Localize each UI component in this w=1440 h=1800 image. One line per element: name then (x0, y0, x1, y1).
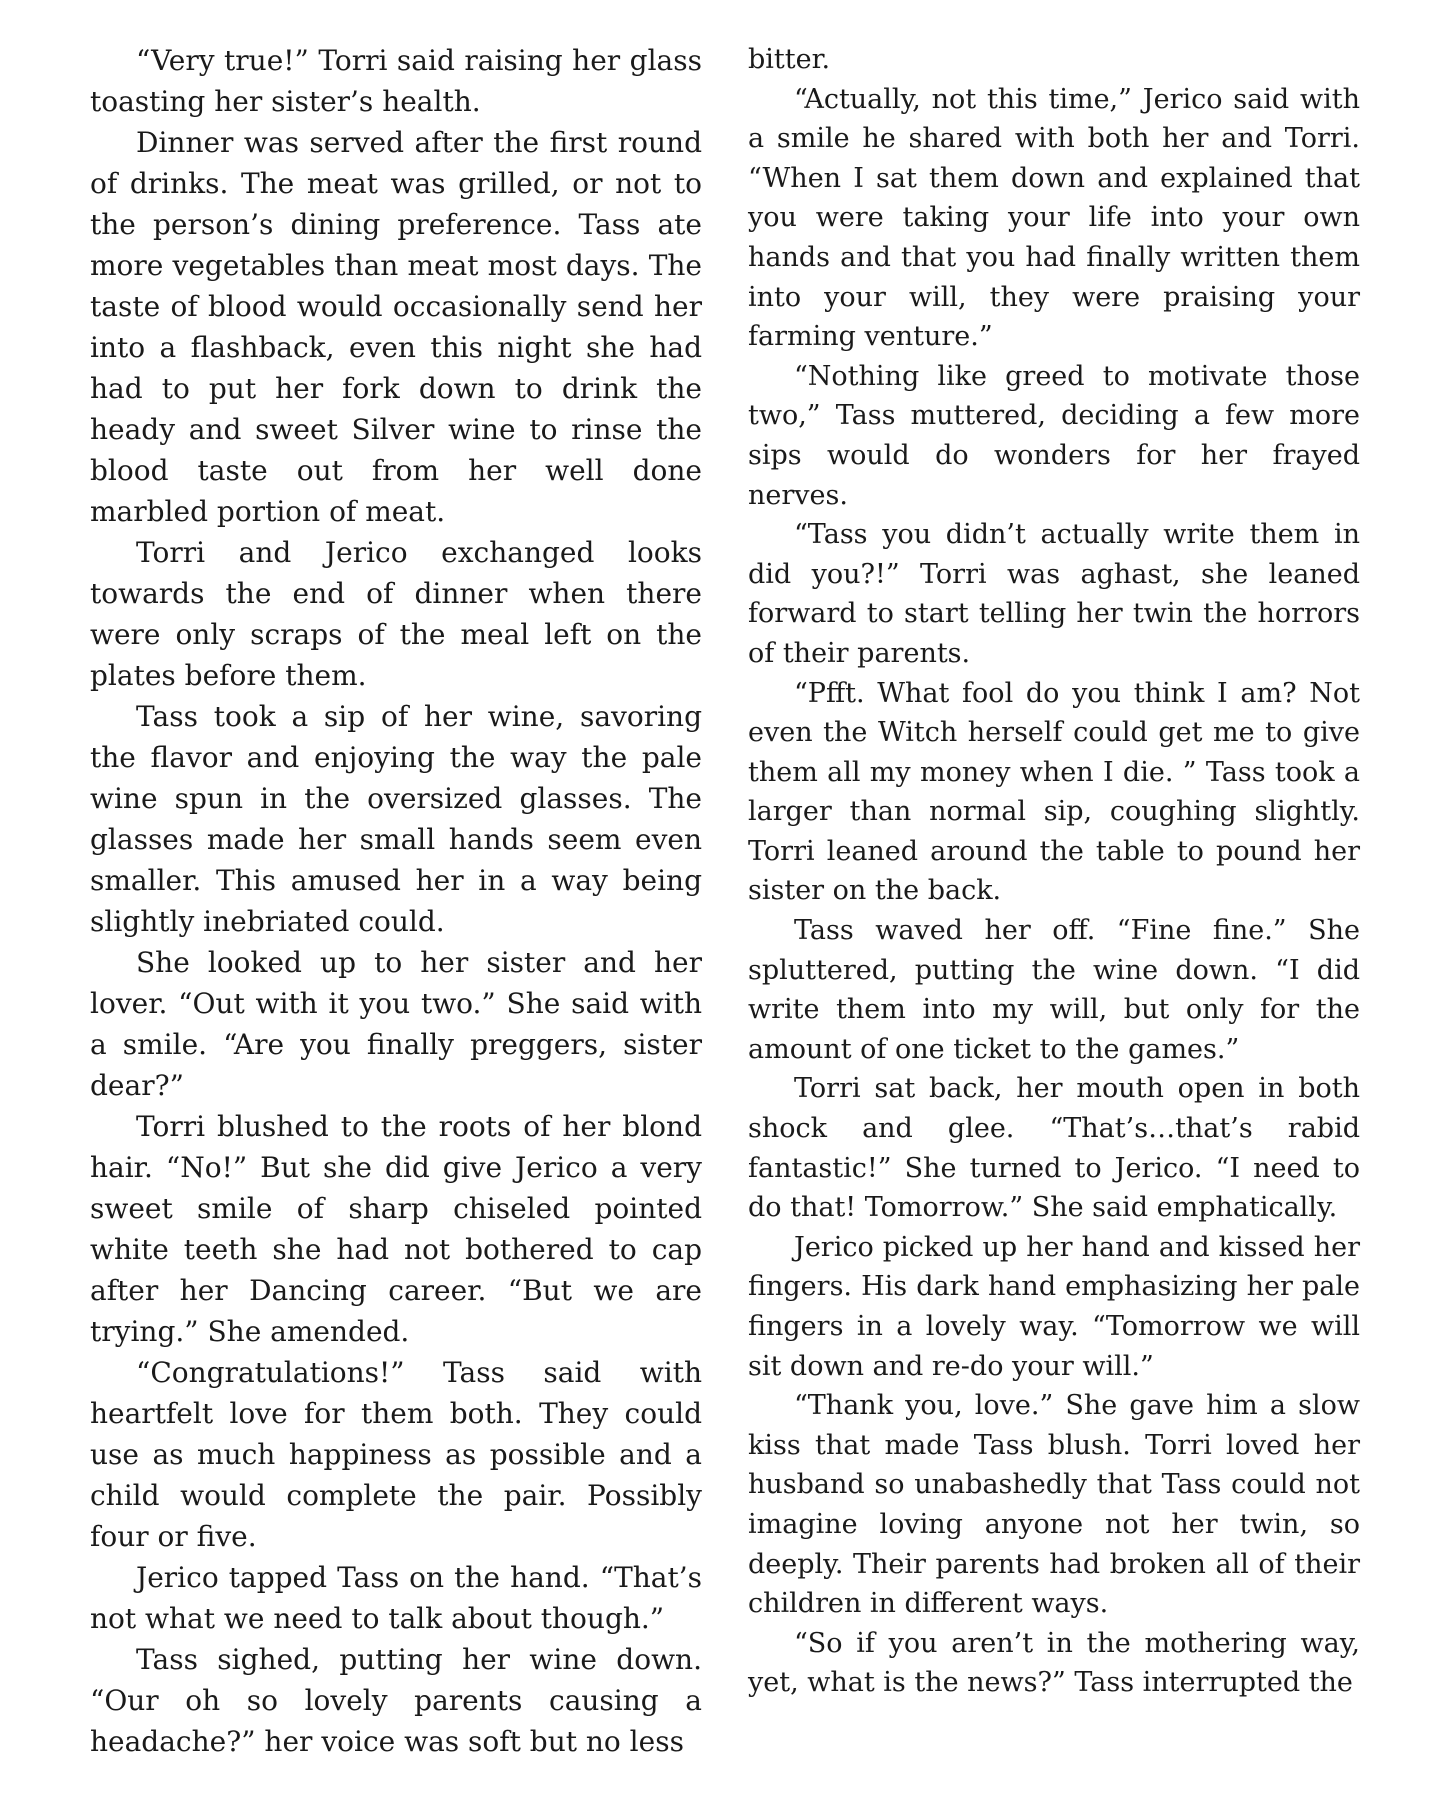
paragraph: Jerico tapped Tass on the hand. “That’s not what we need to talk about though.” (90, 1561, 702, 1635)
paragraph: “Tass you didn’t actually write them in did you?!” Torri was aghast, she leaned forward to start telling her twin the horrors of their parents. (748, 519, 1360, 669)
paragraph: Tass took a sip of her wine, savoring the flavor and enjoying the way the pale wine spun in the oversized glasses. The glasses made her small hands seem even smaller. This amused her in a way being slightly inebriated could. (90, 700, 702, 938)
paragraph: “Pfft. What fool do you think I am? Not even the Witch herself could get me to give them all my money when I die. ” Tass took a larger than normal sip, coughing slightly. Torri leaned around the table to pound her sister on the back. (748, 677, 1360, 907)
paragraph: “So if you aren’t in the mothering way, yet, what is the news?” Tass interrupted the (748, 1627, 1360, 1699)
right-column (748, 40, 1360, 1703)
paragraph: Dinner was served after the first round of drinks. The meat was grilled, or not to the person’s dining preference. Tass ate more vegetables than meat most days. The taste of blood would occasionally send her into a flashback, even this night she had had to put her fork down to drink the heady and sweet Silver wine to rinse the blood taste out from her well done marbled portion of meat. (90, 126, 702, 528)
paragraph: “Congratulations!” Tass said with heartfelt love for them both. They could use as much happiness as possible and a child would complete the pair. Possibly four or five. (90, 1356, 702, 1553)
paragraph: Jerico picked up her hand and kissed her fingers. His dark hand emphasizing her pale fingers in a lovely way. “Tomorrow we will sit down and re-do your will.” (748, 1231, 1360, 1382)
paragraph: Torri and Jerico exchanged looks towards the end of dinner when there were only scraps of the meal left on the plates before them. (90, 536, 702, 692)
paragraph: Tass waved her off. “Fine fine.” She spluttered, putting the wine down. “I did write them into my will, but only for the amount of one ticket to the games.” (748, 915, 1360, 1065)
paragraph: Torri sat back, her mouth open in both shock and glee. “That’s…that’s rabid fantastic!” She turned to Jerico. “I need to do that! Tomorrow.” She said emphatically. (748, 1073, 1360, 1224)
paragraph: “Actually, not this time,” Jerico said with a smile he shared with both her and Torri. “When I sat them down and explained that you were taking your life into your own hands and that you had finally written them into your will, they were praising your farming venture.” (748, 83, 1360, 353)
left-column (90, 40, 702, 1762)
paragraph: “Nothing like greed to motivate those two,” Tass muttered, deciding a few more sips would do wonders for her frayed nerves. (748, 360, 1360, 511)
paragraph: She looked up to her sister and her lover. “Out with it you two.” She said with a smile. “Are you finally preggers, sister dear?” (90, 946, 702, 1102)
paragraph: “Very true!” Torri said raising her glass toasting her sister’s health. (90, 44, 702, 118)
paragraph: Torri blushed to the roots of her blond hair. “No!” But she did give Jerico a very sweet smile of sharp chiseled pointed white teeth she had not bothered to cap after her Dancing career. “But we are trying.” She amended. (90, 1110, 702, 1348)
paragraph-continuation: bitter. (748, 44, 831, 75)
paragraph: “Thank you, love.” She gave him a slow kiss that made Tass blush. Torri loved her husband so unabashedly that Tass could not imagine loving anyone not her twin, so deeply. Their parents had broken all of their children in different ways. (748, 1390, 1360, 1620)
paragraph: Tass sighed, putting her wine down. “Our oh so lovely parents causing a headache?” her voice was soft but no less (90, 1643, 702, 1758)
